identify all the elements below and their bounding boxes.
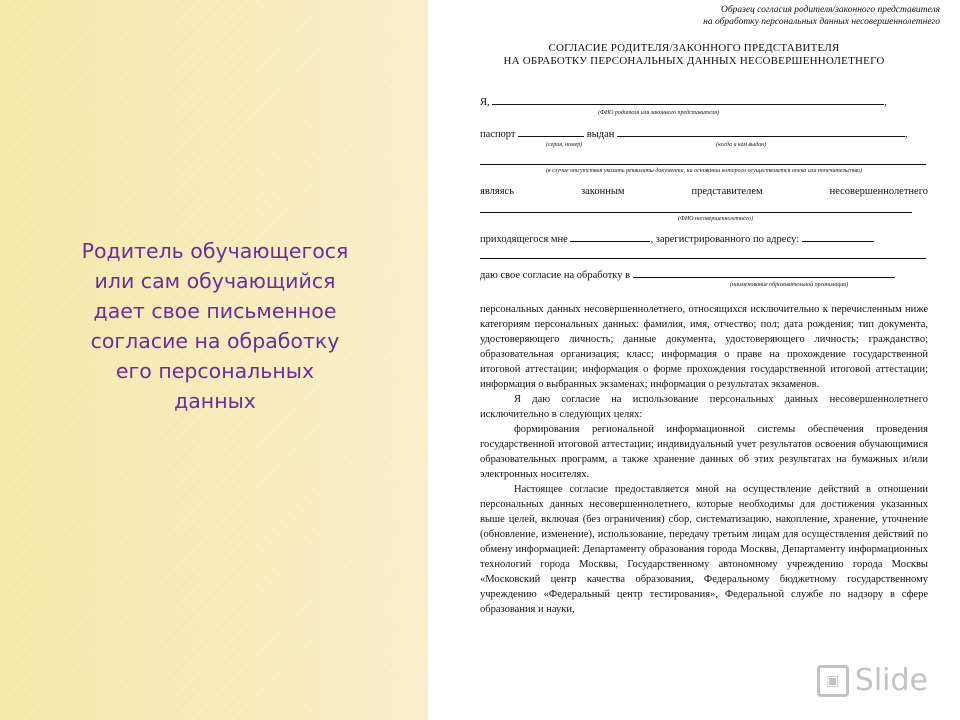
header-note-line: на обработку персональных данных несовершеннолетнего — [703, 17, 940, 27]
form-hint: (когда и кем выдан) — [716, 142, 767, 148]
watermark — [817, 663, 928, 698]
form-hint: (серия, номер) — [546, 142, 583, 148]
blank-line — [480, 212, 912, 213]
caption-line: согласие на обработку — [90, 329, 340, 353]
form-word: несовершеннолетнего — [829, 186, 928, 197]
form-word: законным — [580, 186, 625, 197]
caption-line: Родитель обучающегося — [81, 239, 349, 263]
caption-line: данных — [174, 389, 256, 413]
form-row-passport: паспорт выдан , — [480, 129, 908, 140]
left-panel — [0, 0, 430, 720]
document-title — [428, 42, 960, 68]
watermark-logo-icon: ▣ — [817, 665, 849, 697]
caption-line: его персональных — [115, 359, 315, 383]
form-label-issued: выдан — [586, 129, 615, 140]
blank-line — [492, 95, 884, 105]
blank-line — [570, 232, 650, 242]
document-paragraph: персональных данных несовершеннолетнего, относящихся исключительно к перечисленным ниже категориям персональных данных: фамилия, имя, отчество; пол; дата рождения; тип документа, удостоверяющего личность; данные документа, удостоверяющего личность; гражданство; образовательная организация; класс; информация о праве на прохождение государственной итоговой аттестации; информация о форме прохождения государственной итоговой аттестации; информация о выбранных экзаменах; информация о результатах экзаменов. — [480, 304, 928, 390]
document-paragraph: Я даю согласие на использование персональных данных несовершеннолетнего исключительно в следующих целях: — [480, 394, 928, 420]
consent-document-image — [428, 0, 960, 720]
document-paragraph: Настоящее согласие предоставляется мной на осуществление действий в отношении персональных данных несовершеннолетнего, которые необходимы для достижения указанных выше целей, включая (без ограничения) сбор, систематизацию, накопление, хранение, уточнение (обновление, изменение), использование, передачу третьим лицам для осуществления действий по обмену информацией: Департаменту образования города Москвы, Департаменту информационных технологий города Москвы, Государственному автономному учреждению города Москвы «Московский центр качества образования, Федеральному бюджетному государственному учреждению «Федеральный центр тестирования», Федеральной службе по надзору в сфере образования и науки, — [480, 484, 928, 615]
form-word: являясь — [480, 186, 514, 197]
form-row-address — [480, 232, 928, 246]
form-hint: (ФИО родителя или законного представителя) — [598, 110, 719, 116]
document-title-line: НА ОБРАБОТКУ ПЕРСОНАЛЬНЫХ ДАННЫХ НЕСОВЕРШЕННОЛЕТНЕГО — [503, 55, 885, 67]
blank-line — [633, 268, 895, 278]
caption-line: дает свое письменное — [93, 299, 337, 323]
blank-line — [802, 232, 874, 242]
slide-caption — [30, 236, 400, 416]
blank-line — [480, 258, 926, 259]
blank-line — [518, 127, 584, 137]
form-hint: (наименование образовательной организации) — [730, 282, 849, 288]
watermark-text: Slide — [854, 663, 928, 698]
form-row-being — [480, 186, 928, 198]
document-header-note — [703, 4, 940, 28]
form-row-consent — [480, 268, 928, 282]
blank-line — [617, 127, 905, 137]
form-hint: (ФИО несовершеннолетнего) — [678, 216, 753, 222]
form-label-passport: паспорт — [480, 129, 516, 140]
form-row-fio: Я, , — [480, 97, 887, 108]
form-label-registered: , зарегистрированного по адресу: — [650, 234, 800, 245]
blank-line — [480, 164, 926, 165]
form-label-consent: даю свое согласие на обработку в — [480, 270, 631, 281]
caption-line: или сам обучающийся — [94, 269, 336, 293]
document-body — [480, 302, 928, 617]
form-label-ya: Я, — [480, 97, 490, 108]
document-title-line: СОГЛАСИЕ РОДИТЕЛЯ/ЗАКОННОГО ПРЕДСТАВИТЕЛЯ — [548, 42, 840, 54]
form-hint: (в случае отсутствия указать реквизиты документа, на основании которого осуществляется опека или попечительство) — [546, 168, 863, 174]
form-word: представителем — [691, 186, 763, 197]
document-paragraph: формирования региональной информационной системы обеспечения проведения государственной итоговой аттестации; индивидуальный учет результатов освоения обучающимися образовательных программ, а также хранение данных об этих результатах на бумажных и/или электронных носителях. — [480, 424, 928, 480]
form-label-relative: приходящегося мне — [480, 234, 568, 245]
header-note-line: Образец согласия родителя/законного представителя — [720, 5, 940, 15]
